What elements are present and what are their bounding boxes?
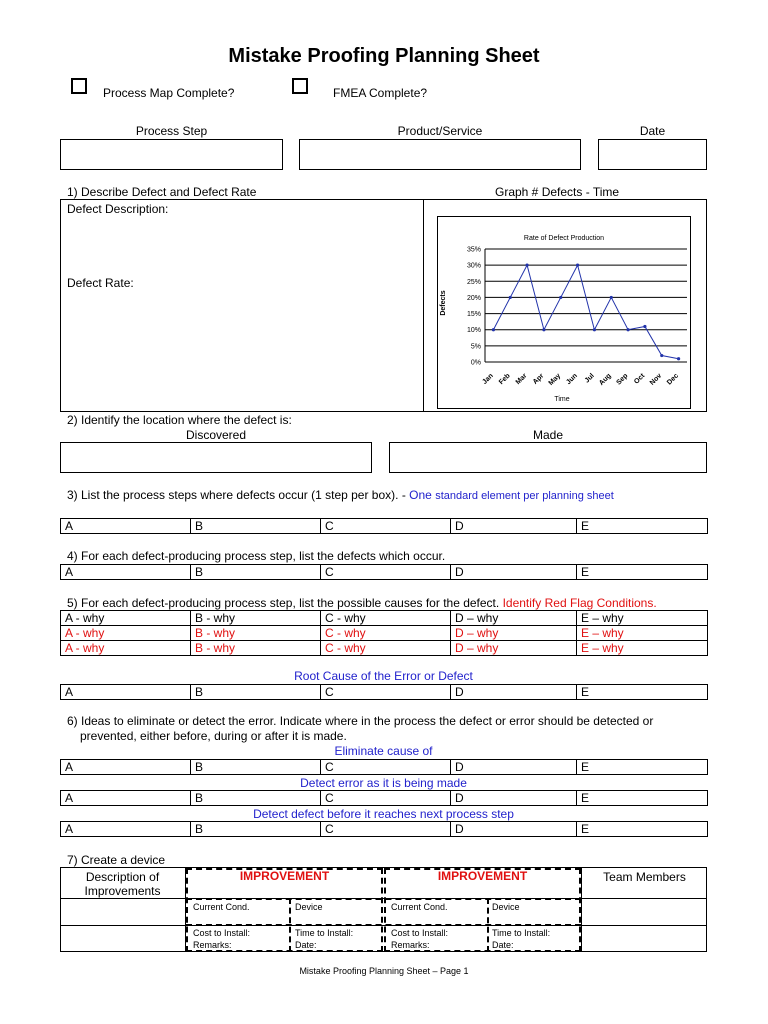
date-field[interactable] [598,139,707,170]
cell-e[interactable]: E [577,791,708,806]
process-step-label: Process Step [135,124,208,138]
cell-e[interactable]: E [577,822,708,837]
graph-heading: Graph # Defects - Time [495,185,620,199]
improvement-dash-col-1 [289,898,291,952]
chart-point [559,296,562,299]
cell-b[interactable]: B [191,822,321,837]
fmea-checkbox[interactable] [292,78,308,94]
cell-a[interactable]: A [61,565,191,580]
cell-e[interactable]: E [577,519,708,534]
detect-before-row [60,821,708,837]
cell-a[interactable]: A [61,822,191,837]
improvement-dash-line-2 [186,924,581,926]
cell-e[interactable]: E [577,760,708,775]
cell-c[interactable]: C [321,760,451,775]
detect-made-label: Detect error as it is being made [300,776,467,790]
chart-xtick-label: Jul [583,372,596,385]
chart-ytick-label: 10% [466,327,481,335]
detect-before-label: Detect defect before it reaches next process step [253,807,514,821]
discovered-label: Discovered [185,428,247,442]
date-label-1: Date: [295,940,317,950]
cell-a[interactable]: A [61,791,191,806]
defect-rate-chart [437,216,691,409]
chart-xtick-label: Sep [615,372,630,387]
cell-a[interactable]: A [61,760,191,775]
chart-point [492,328,495,331]
chart-xtick-label: Feb [497,372,512,387]
fmea-label: FMEA Complete? [333,86,428,100]
causes-table [60,610,708,656]
why-cell[interactable]: A - why [61,626,191,641]
chart-xtick-label: Jan [481,372,495,386]
cell-b[interactable]: B [191,760,321,775]
cell-a[interactable]: A [61,519,191,534]
chart-point [542,328,545,331]
cell-a[interactable]: A [61,685,191,700]
process-steps-row [60,518,708,534]
cell-c[interactable]: C [321,519,451,534]
remarks-label-2: Remarks: [391,940,430,950]
cell-d[interactable]: D [451,791,577,806]
why-cell[interactable]: B - why [191,626,321,641]
cell-b[interactable]: B [191,565,321,580]
why-cell[interactable]: A - why [61,611,191,626]
cost-label-2: Cost to Install: [391,928,449,938]
cell-d[interactable]: D [451,822,577,837]
why-cell[interactable]: E – why [577,611,708,626]
section3-heading: 3) List the process steps where defects occur (1 step per box). - One standard element per planning sheet [67,488,614,502]
defect-description-label: Defect Description: [67,202,169,216]
chart-title: Rate of Defect Production [523,235,605,242]
improvement-dash-line-1 [186,898,581,900]
cell-e[interactable]: E [577,685,708,700]
root-cause-row [60,684,708,700]
chart-ytick-label: 0% [470,359,481,367]
page-footer: Mistake Proofing Planning Sheet – Page 1 [299,966,469,976]
cell-d[interactable]: D [451,760,577,775]
chart-xtick-label: Dec [665,372,680,387]
why-cell[interactable]: C - why [321,626,451,641]
chart-ytick-label: 15% [466,311,481,319]
discovered-field[interactable] [60,442,372,473]
chart-ytick-label: 5% [470,343,481,351]
cell-c[interactable]: C [321,822,451,837]
date-label-2: Date: [492,940,514,950]
process-step-field[interactable] [60,139,283,170]
section7-heading: 7) Create a device [67,853,166,867]
section6-heading-line1: 6) Ideas to eliminate or detect the error. Indicate where in the process the defect or error should be detected or [67,714,654,728]
section2-heading: 2) Identify the location where the defect is: [67,413,292,427]
chart-point [576,264,579,267]
chart-point [525,264,528,267]
device-label-1: Device [295,902,323,912]
chart-point [626,328,629,331]
current-cond-label-1: Current Cond. [193,902,250,912]
device-label-2: Device [492,902,520,912]
cell-d[interactable]: D [451,565,577,580]
cell-e[interactable]: E [577,565,708,580]
detect-made-row [60,790,708,806]
chart-ytick-label: 25% [466,278,481,286]
improvement-dash-col-2 [487,898,489,952]
cell-b[interactable]: B [191,519,321,534]
chart-xtick-label: Mar [514,372,529,387]
improvement-label-1: IMPROVEMENT [239,869,330,883]
process-map-label: Process Map Complete? [103,86,235,100]
defects-row [60,564,708,580]
why-cell[interactable]: E – why [577,641,708,656]
defect-rate-label: Defect Rate: [67,276,134,290]
chart-xtick-label: Nov [648,372,664,387]
why-cell[interactable]: A - why [61,641,191,656]
defect-box-divider [423,199,424,412]
made-field[interactable] [389,442,707,473]
cell-d[interactable]: D [451,685,577,700]
why-cell[interactable]: D – why [451,611,577,626]
chart-point [509,296,512,299]
current-cond-label-2: Current Cond. [391,902,448,912]
chart-point [593,328,596,331]
page-title: Mistake Proofing Planning Sheet [228,45,540,67]
time-label-1: Time to Install: [295,928,354,938]
description-label: Description of Improvements [84,870,161,898]
chart-ytick-label: 20% [466,294,481,302]
chart-xtick-label: Aug [598,372,613,388]
section6-heading-line2: prevented, either before, during or after it is made. [80,729,347,743]
chart-xtick-label: Apr [531,372,546,386]
why-cell[interactable]: B - why [191,641,321,656]
chart-point [610,296,613,299]
why-cell[interactable]: C - why [321,611,451,626]
cell-d[interactable]: D [451,519,577,534]
team-members-label: Team Members [603,870,686,884]
section5-heading: 5) For each defect-producing process step, list the possible causes for the defect. Identify Red Flag Conditions. [67,596,657,610]
product-service-field[interactable] [299,139,581,170]
why-cell[interactable]: D – why [451,641,577,656]
process-map-checkbox[interactable] [71,78,87,94]
chart-xtick-label: Jun [565,372,579,387]
section1-heading: 1) Describe Defect and Defect Rate [67,185,257,199]
why-cell[interactable]: D – why [451,626,577,641]
cell-c[interactable]: C [321,685,451,700]
section4-heading: 4) For each defect-producing process step, list the defects which occur. [67,549,446,563]
remarks-label-1: Remarks: [193,940,232,950]
eliminate-label: Eliminate cause of [334,744,433,758]
chart-ytick-label: 30% [466,262,481,270]
chart-point [677,357,680,360]
chart-ytick-label: 35% [466,246,481,254]
date-label: Date [639,124,666,138]
product-service-label: Product/Service [397,124,483,138]
why-cell[interactable]: B - why [191,611,321,626]
cell-c[interactable]: C [321,791,451,806]
chart-xtick-label: May [547,372,563,388]
chart-ylabel: Defects [440,290,447,316]
cell-b[interactable]: B [191,685,321,700]
chart-xtick-label: Oct [633,372,647,386]
made-label: Made [532,428,564,442]
eliminate-row [60,759,708,775]
chart-point [643,325,646,328]
chart-point [660,354,663,357]
cost-label-1: Cost to Install: [193,928,251,938]
improvement-label-2: IMPROVEMENT [437,869,528,883]
cell-c[interactable]: C [321,565,451,580]
why-cell[interactable]: C - why [321,641,451,656]
time-label-2: Time to Install: [492,928,551,938]
root-cause-label: Root Cause of the Error or Defect [294,669,473,683]
why-cell[interactable]: E – why [577,626,708,641]
cell-b[interactable]: B [191,791,321,806]
chart-xlabel: Time [554,396,570,403]
